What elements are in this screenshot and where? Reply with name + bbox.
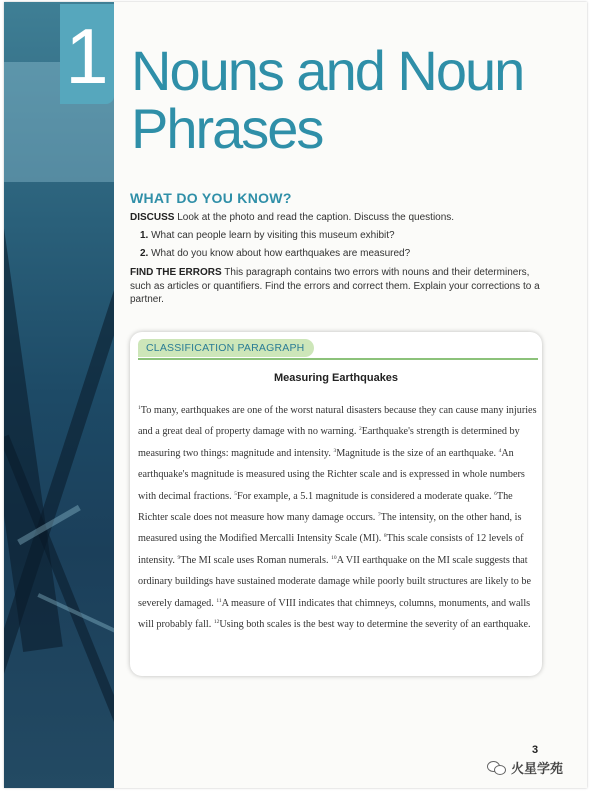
- sentence-number: 3: [333, 447, 337, 454]
- chapter-number: 1: [65, 12, 109, 100]
- sentence-text: For example, a 5.1 magnitude is considered a moderate quake.: [236, 490, 495, 502]
- card-title: Measuring Earthquakes: [273, 372, 399, 384]
- sentence-number: 1: [138, 405, 141, 411]
- page-number: 3: [532, 744, 539, 756]
- sentence-text: An earthquake's magnitude is measured using the Richter scale and is expressed in whole numbers with decimal fractions.: [138, 447, 525, 502]
- sentence-number: 12: [213, 619, 220, 626]
- sentence-text: Earthquake's strength is determined by measuring two things: magnitude and intensity.: [138, 426, 520, 459]
- question-1: [140, 230, 395, 241]
- sentence-number: 10: [331, 554, 337, 561]
- question-2: [140, 248, 410, 259]
- wechat-icon: [487, 761, 507, 775]
- sentence-number: 11: [216, 597, 222, 604]
- sentence-number: 4: [498, 447, 502, 454]
- find-errors-text: This paragraph contains two errors with nouns and their determiners, such as articles or quantifiers. Find the errors and correct them. Explain your corrections to a partner.: [130, 267, 540, 305]
- discuss-label: DISCUSS: [130, 212, 175, 223]
- chapter-title: [131, 39, 524, 160]
- sentence-text: Magnitude is the size of an earthquake.: [336, 447, 499, 459]
- card-divider: [138, 358, 538, 360]
- sentence-text: Using both scales is the best way to determine the severity of an earthquake.: [219, 619, 531, 631]
- sentence-text: To many, earthquakes are one of the worst natural disasters because they can cause many injuries and a great deal of property damage with no warning.: [138, 405, 537, 438]
- chapter-title-line1: Nouns and Noun: [131, 39, 524, 102]
- question-number: 1.: [140, 230, 149, 241]
- sentence-text: The Richter scale does not measure how many damage occurs.: [138, 490, 513, 524]
- sentence-number: 8: [383, 533, 387, 540]
- watermark: [487, 758, 563, 777]
- sentence-text: This scale consists of 12 levels of intensity.: [138, 533, 524, 566]
- section-heading: WHAT DO YOU KNOW?: [130, 190, 292, 206]
- question-text: What can people learn by visiting this museum exhibit?: [148, 230, 395, 241]
- sentence-text: The intensity, on the other hand, is measured using the Modified Mercalli Intensity Scale (MI).: [138, 512, 522, 545]
- earthquake-exhibit-photo: [4, 2, 114, 788]
- card-label: CLASSIFICATION PARAGRAPH: [138, 339, 314, 357]
- question-text: What do you know about how earthquakes are measured?: [148, 248, 411, 259]
- paragraph-card: [130, 332, 542, 676]
- sentence-number: 7: [377, 512, 381, 519]
- sentence-number: 2: [358, 426, 362, 433]
- sentence-number: 5: [234, 490, 237, 497]
- find-errors-instruction: [130, 266, 550, 307]
- question-number: 2.: [140, 248, 149, 259]
- sentence-number: 9: [177, 554, 181, 561]
- paragraph-text: [138, 400, 538, 635]
- discuss-instruction: [130, 211, 550, 225]
- textbook-page: [4, 2, 587, 788]
- sentence-text: The MI scale uses Roman numerals.: [180, 554, 332, 566]
- sentence-number: 6: [494, 490, 497, 497]
- sentence-text: A VII earthquake on the MI scale suggests that ordinary buildings have sustained moderate damage while poorly built structures are likely to be severely damaged.: [138, 554, 531, 609]
- find-errors-label: FIND THE ERRORS: [130, 267, 222, 278]
- discuss-text: Look at the photo and read the caption. Discuss the questions.: [174, 212, 455, 223]
- watermark-text: 火星学苑: [511, 761, 564, 776]
- sentence-text: A measure of VIII indicates that chimneys, columns, monuments, and walls will probably fall.: [138, 597, 531, 631]
- chapter-title-line2: Phrases: [131, 97, 323, 160]
